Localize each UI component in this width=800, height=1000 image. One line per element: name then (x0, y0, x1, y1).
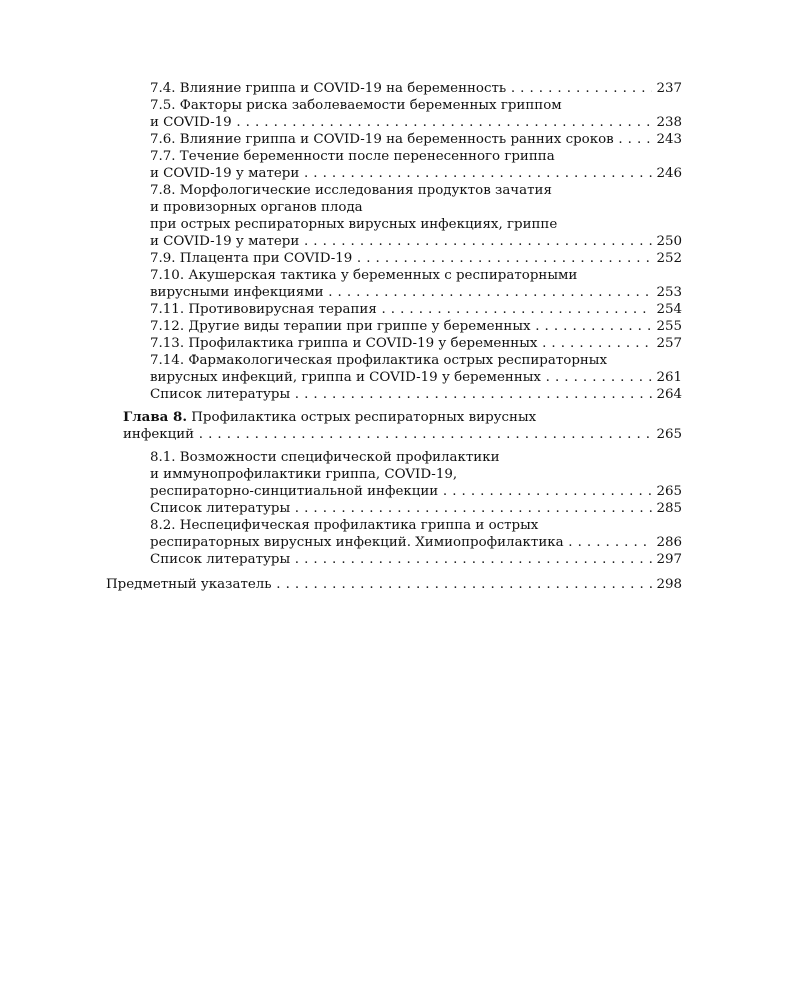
toc-entry-title: респираторных вирусных инфекций. Химиопрофилактика (150, 535, 564, 550)
toc-entry-title: 7.8. Морфологические исследования продуктов зачатия (150, 183, 552, 198)
toc-entry-7-10[interactable] (106, 267, 682, 284)
toc-entry-title: и COVID-19 (150, 115, 232, 130)
toc-entry-title: и COVID-19 у матери (150, 166, 300, 181)
toc-entry-7-12[interactable] (106, 318, 682, 335)
toc-entry-8-2-cont[interactable] (106, 534, 682, 551)
toc-entry-title: и провизорных органов плода (150, 200, 363, 215)
toc-page-number: 252 (652, 250, 682, 267)
toc-entry-title: Список литературы (150, 552, 291, 567)
toc-page-number: 246 (652, 165, 682, 182)
toc-page-number: 253 (652, 284, 682, 301)
toc-entry-7-7-cont[interactable] (106, 165, 682, 182)
toc-entry-8-1[interactable] (106, 449, 682, 466)
toc-entry-title: 7.5. Факторы риска заболеваемости беременных гриппом (150, 98, 562, 113)
toc-page-number: 243 (652, 131, 682, 148)
toc-entry-8-1-cont[interactable] (106, 483, 682, 500)
toc-entry-title: 8.1. Возможности специфической профилактики (150, 450, 500, 465)
toc-entry-title: вирусными инфекциями (150, 285, 324, 300)
toc-page-number: 265 (652, 426, 682, 443)
toc-page-number: 265 (652, 483, 682, 500)
toc-page-number: 297 (652, 551, 682, 568)
toc-entry-references-8-2[interactable] (106, 551, 682, 568)
toc-entry-title: 7.9. Плацента при COVID-19 (150, 251, 353, 266)
toc-page-number: 298 (652, 576, 682, 593)
toc-entry-7-8-cont[interactable] (106, 216, 682, 233)
toc-entry-title: Предметный указатель (106, 577, 272, 592)
toc-entry-title: 7.10. Акушерская тактика у беременных с респираторными (150, 268, 578, 283)
toc-page-number: 261 (652, 369, 682, 386)
toc-page-number: 257 (652, 335, 682, 352)
toc-entry-7-13[interactable] (106, 335, 682, 352)
toc-entry-7-5-cont[interactable] (106, 114, 682, 131)
toc-entry-title: вирусных инфекций, гриппа и COVID-19 у беременных (150, 370, 541, 385)
toc-entry-7-11[interactable] (106, 301, 682, 318)
chapter-title: инфекций (123, 427, 195, 442)
toc-entry-title: 8.2. Неспецифическая профилактика гриппа и острых (150, 518, 539, 533)
toc-entry-7-5[interactable] (106, 97, 682, 114)
toc-entry-7-14[interactable] (106, 352, 682, 369)
chapter-title: Профилактика острых респираторных вирусных (187, 410, 537, 425)
toc-entry-references-8-1[interactable] (106, 500, 682, 517)
toc-chapter-8-cont[interactable] (106, 426, 682, 443)
toc-entry-8-1-cont[interactable] (106, 466, 682, 483)
toc-entry-title: 7.4. Влияние гриппа и COVID-19 на беременность (150, 81, 507, 96)
toc-entry-7-9[interactable] (106, 250, 682, 267)
chapter-label: Глава 8. (123, 409, 187, 425)
toc-page-number: 286 (652, 534, 682, 551)
toc-entry-title: респираторно-синцитиальной инфекции (150, 484, 439, 499)
toc-entry-7-8-cont[interactable] (106, 199, 682, 216)
toc-entry-title: и COVID-19 у матери (150, 234, 300, 249)
toc-subject-index[interactable] (106, 576, 682, 593)
toc-page-number: 254 (652, 301, 682, 318)
toc-page-number: 238 (652, 114, 682, 131)
toc-entry-7-8-cont[interactable] (106, 233, 682, 250)
toc-entry-title: 7.14. Фармакологическая профилактика острых респираторных (150, 353, 608, 368)
toc-entry-8-2[interactable] (106, 517, 682, 534)
table-of-contents (106, 80, 682, 593)
toc-page-number: 237 (652, 80, 682, 97)
toc-entry-references-7[interactable] (106, 386, 682, 403)
toc-page-number: 255 (652, 318, 682, 335)
toc-page-number: 285 (652, 500, 682, 517)
toc-entry-7-14-cont[interactable] (106, 369, 682, 386)
toc-entry-title: 7.11. Противовирусная терапия (150, 302, 377, 317)
toc-entry-title: 7.6. Влияние гриппа и COVID-19 на беременность ранних сроков (150, 132, 614, 147)
toc-entry-7-4[interactable] (106, 80, 682, 97)
toc-page-number: 264 (652, 386, 682, 403)
toc-entry-title: 7.13. Профилактика гриппа и COVID-19 у беременных (150, 336, 538, 351)
toc-chapter-8[interactable] (106, 409, 682, 426)
toc-entry-title: Список литературы (150, 501, 291, 516)
toc-entry-title: и иммунопрофилактики гриппа, COVID-19, (150, 467, 458, 482)
toc-entry-title: Список литературы (150, 387, 291, 402)
toc-entry-title: 7.12. Другие виды терапии при гриппе у беременных (150, 319, 531, 334)
toc-entry-title: при острых респираторных вирусных инфекциях, гриппе (150, 217, 558, 232)
toc-entry-title: 7.7. Течение беременности после перенесенного гриппа (150, 149, 555, 164)
toc-entry-7-7[interactable] (106, 148, 682, 165)
toc-entry-7-10-cont[interactable] (106, 284, 682, 301)
toc-entry-7-6[interactable] (106, 131, 682, 148)
toc-entry-7-8[interactable] (106, 182, 682, 199)
toc-page-number: 250 (652, 233, 682, 250)
